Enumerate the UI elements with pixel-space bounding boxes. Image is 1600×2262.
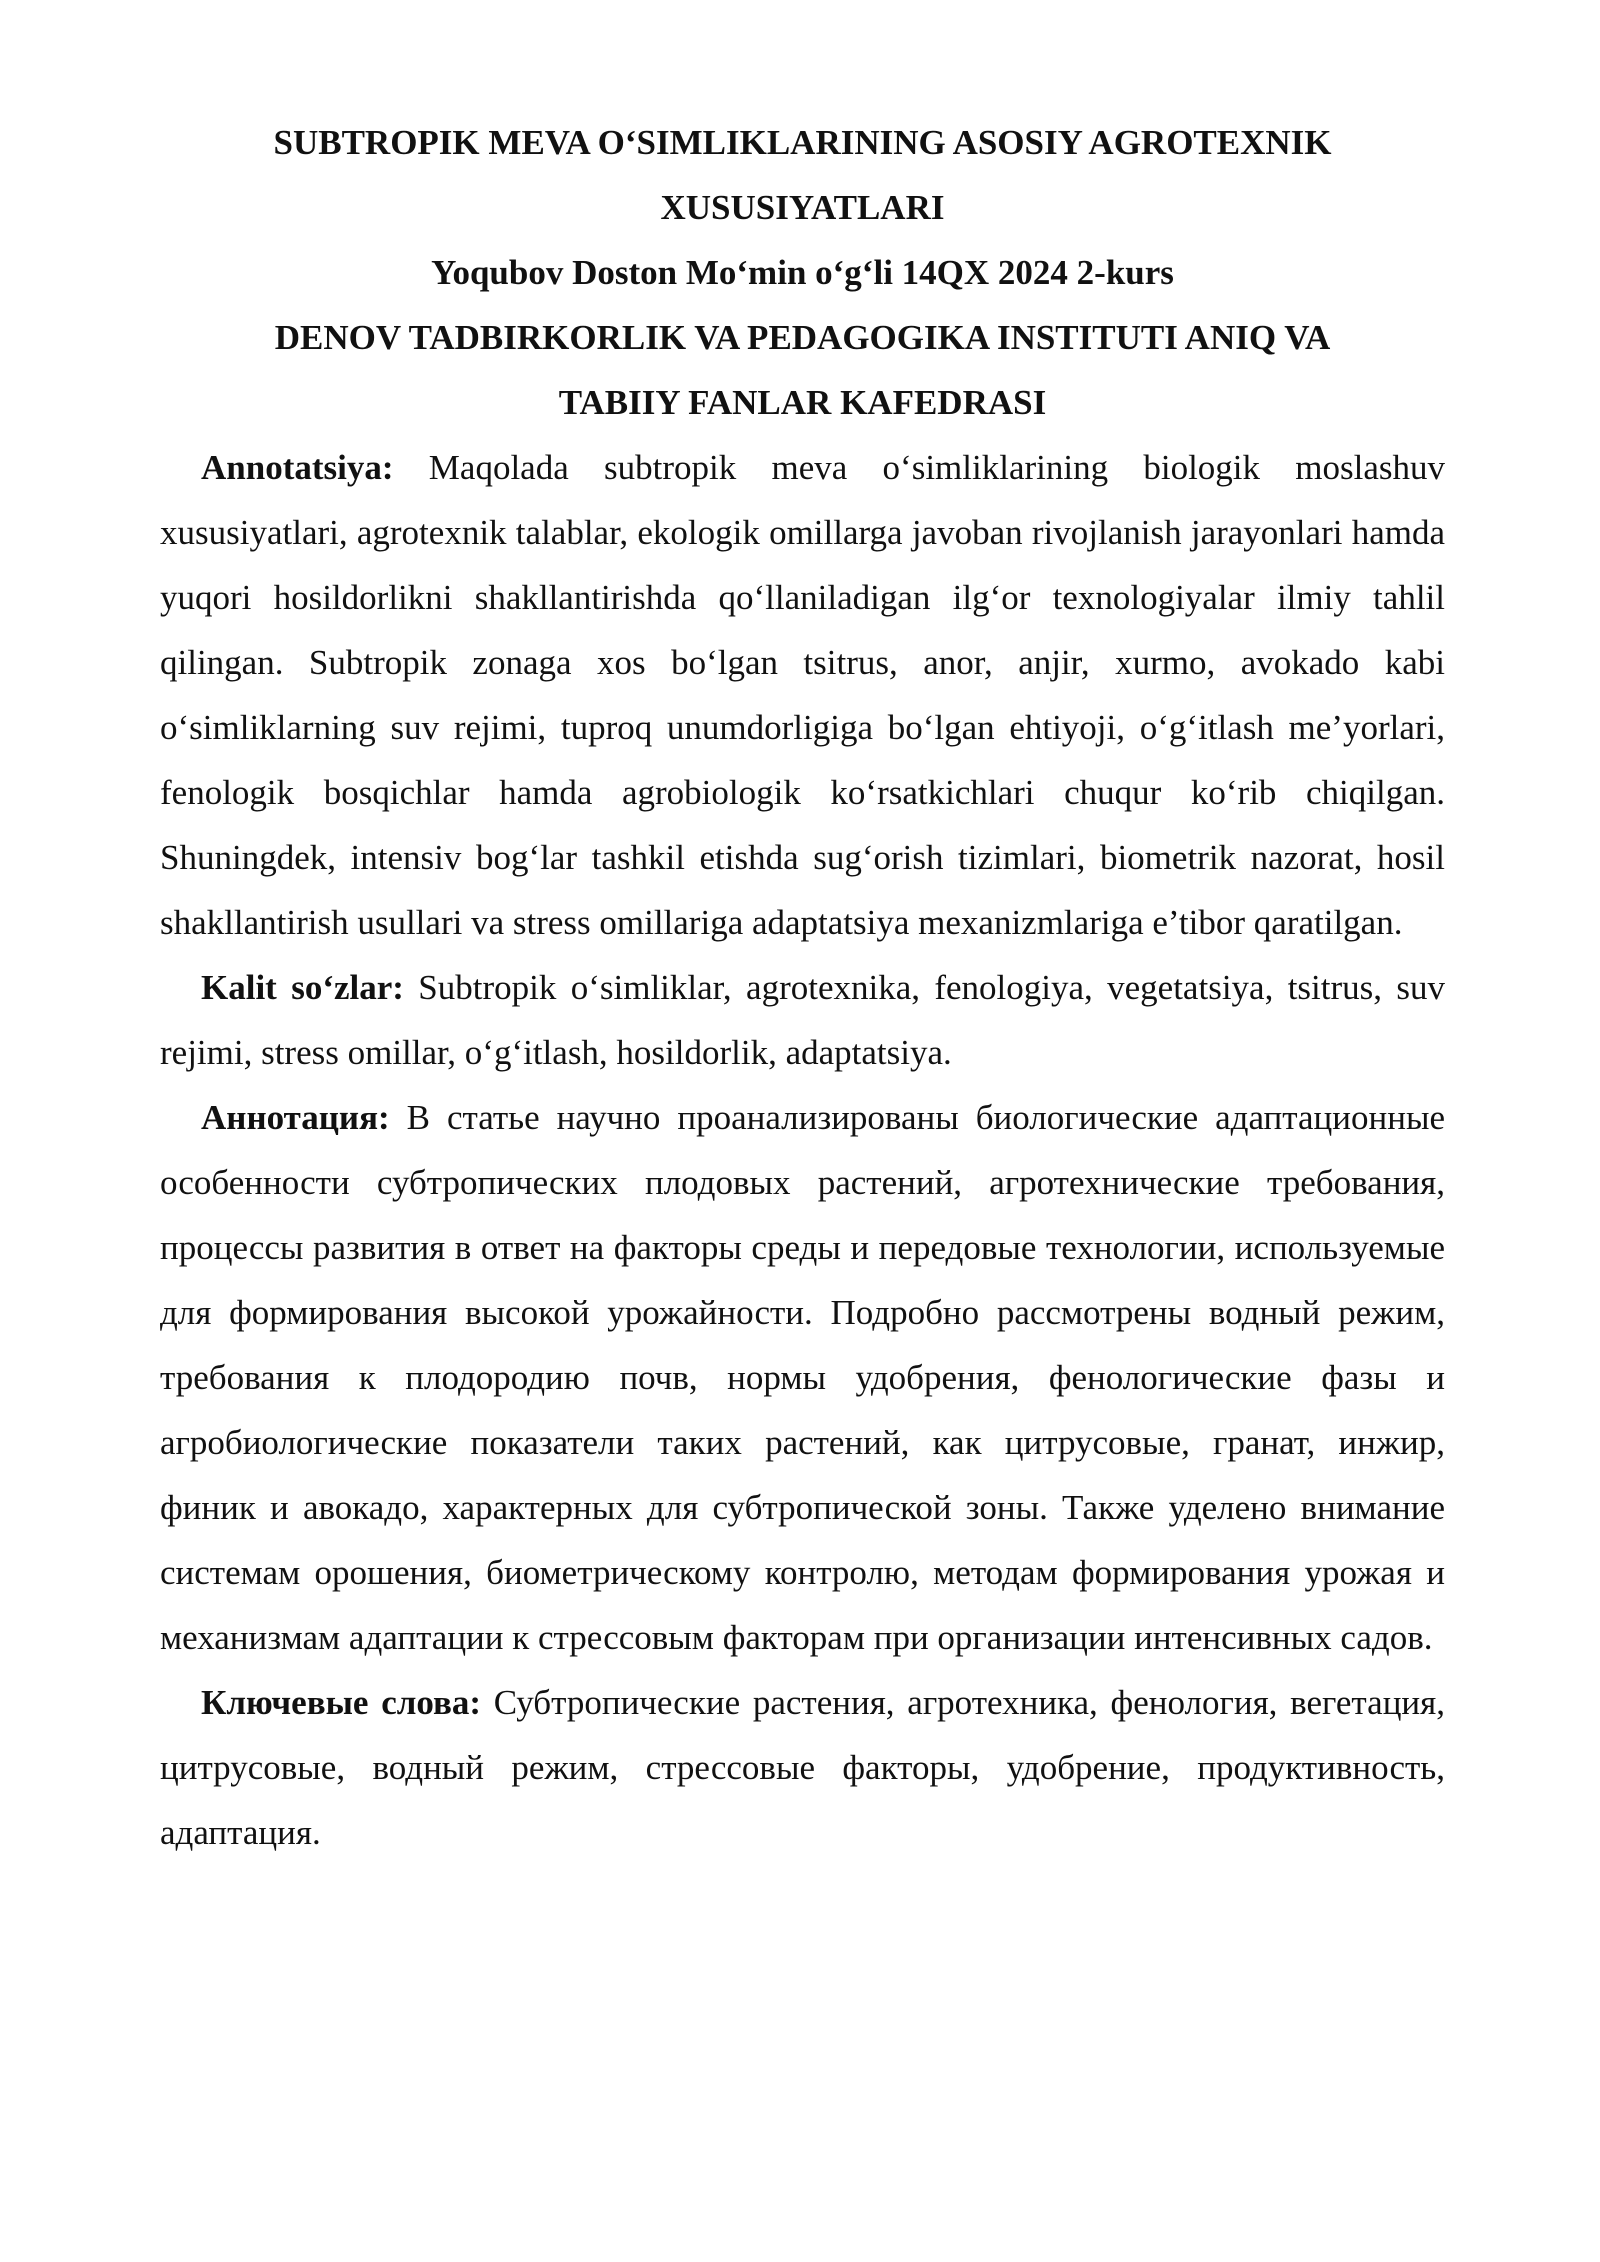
keywords-ru-text: Субтропические растения, агротехника, фенология, вегетация, цитрусовые, водный режим, стрессовые факторы, удобрение, продуктивность, адаптация.	[160, 1683, 1445, 1852]
keywords-ru-label: Ключевые слова:	[201, 1683, 482, 1722]
abstract-ru-text: В статье научно проанализированы биологические адаптационные особенности субтропических плодовых растений, агротехнические требования, процессы развития в ответ на факторы среды и передовые технологии, используемые для формирования высокой урожайности. Подробно рассмотрены водный режим, требования к плодородию почв, нормы удобрения, фенологические фазы и агробиологические показатели таких растений, как цитрусовые, гранат, инжир, финик и авокадо, характерных для субтропической зоны. Также уделено внимание системам орошения, биометрическому контролю, методам формирования урожая и механизмам адаптации к стрессовым факторам при организации интенсивных садов.	[160, 1098, 1445, 1657]
abstract-uz-label: Annotatsiya:	[201, 448, 394, 487]
abstract-uz-text: Maqolada subtropik meva o‘simliklarining biologik moslashuv xususiyatlari, agrotexnik talablar, ekologik omillarga javoban rivojlanish jarayonlari hamda yuqori hosildorlikni shakllantirishda qo‘llaniladigan ilg‘or texnologiyalar ilmiy tahlil qilingan. Subtropik zonaga xos bo‘lgan tsitrus, anor, anjir, xurmo, avokado kabi o‘simliklarning suv rejimi, tuproq unumdorligiga bo‘lgan ehtiyoji, o‘g‘itlash me’yorlari, fenologik bosqichlar hamda agrobiologik ko‘rsatkichlari chuqur ko‘rib chiqilgan. Shuningdek, intensiv bog‘lar tashkil etishda sug‘orish tizimlari, biometrik nazorat, hosil shakllantirish usullari va stress omillariga adaptatsiya mexanizmlariga e’tibor qaratilgan.	[160, 448, 1445, 942]
abstract-uz	[160, 435, 1445, 955]
keywords-uz-label: Kalit so‘zlar:	[201, 968, 404, 1007]
affiliation-line-1: DENOV TADBIRKORLIK VA PEDAGOGIKA INSTITUTI ANIQ VA	[274, 318, 1331, 357]
keywords-ru	[160, 1670, 1445, 1865]
paper-title-line-1: SUBTROPIK MEVA O‘SIMLIKLARINING ASOSIY AGROTEXNIK	[273, 123, 1332, 162]
paper-title-line-2: XUSUSIYATLARI	[660, 188, 945, 227]
author-line: Yoqubov Doston Mo‘min o‘g‘li 14QX 2024 2-kurs	[431, 253, 1174, 292]
keywords-uz-text: Subtropik o‘simliklar, agrotexnika, fenologiya, vegetatsiya, tsitrus, suv rejimi, stress omillar, o‘g‘itlash, hosildorlik, adaptatsiya.	[160, 968, 1445, 1072]
document-page	[160, 110, 1445, 1865]
affiliation-line-2: TABIIY FANLAR KAFEDRASI	[558, 383, 1047, 422]
keywords-uz	[160, 955, 1445, 1085]
abstract-ru-label: Аннотация:	[201, 1098, 390, 1137]
abstract-ru	[160, 1085, 1445, 1670]
